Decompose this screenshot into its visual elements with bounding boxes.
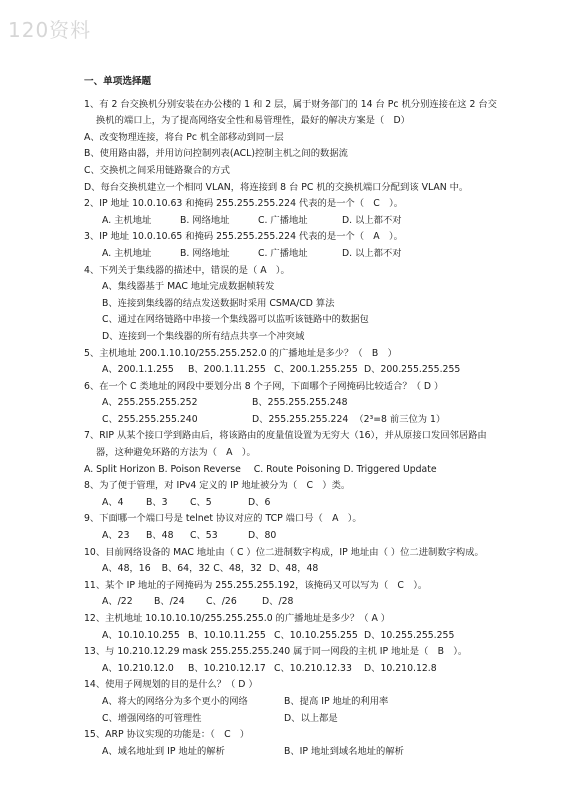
options-row [84,412,504,429]
option: C、200.1.255.255 [274,364,358,376]
option: B、200.1.11.255 [188,364,266,376]
question-13 [84,644,504,677]
option: C、交换机之间采用链路聚合的方式 [84,164,230,176]
option: D、48，48 [268,563,319,575]
option: B、连接到集线器的结点发送数据时采用 CSMA/CD 算法 [102,297,335,309]
question-8 [84,478,504,511]
option: C、10.210.12.33 [274,662,352,674]
option: C、通过在网络链路中串接一个集线器可以监听该链路中的数据包 [102,314,369,326]
option: C、5 [190,496,212,508]
option: D、连接到一个集线器的所有结点共享一个冲突域 [102,330,305,342]
option: A、23 [102,530,130,542]
question-stem: 2、IP 地址 10.0.10.63 和掩码 255.255.255.224 代表的是一个（ C ）。 [84,198,404,210]
question-11 [84,578,504,611]
question-9 [84,511,504,544]
option: A、域名地址到 IP 地址的解析 [102,745,225,757]
option: C、/26 [206,596,237,608]
question-7 [84,428,504,478]
question-stem: 15、ARP 协议实现的功能是：（ C ） [84,729,250,741]
options-row [84,362,504,379]
option-note: （2³=8 前三位为 1） [354,413,446,425]
option: D、200.255.255.255 [364,364,461,376]
options-row [84,661,504,678]
option: B. 网络地址 [180,247,230,259]
option: A. Split Horizon [84,463,156,475]
option: A、集线器基于 MAC 地址完成数据帧转发 [102,281,275,293]
question-12 [84,611,504,644]
question-14 [84,677,504,727]
option: C. 广播地址 [258,214,308,226]
question-stem: 4、下列关于集线器的描述中，错误的是（ A ）。 [84,264,290,276]
option: D. 以上都不对 [342,247,402,259]
option: B、使用路由器，并用访问控制列表(ACL)控制主机之间的数据流 [84,148,348,160]
option: C、53 [190,530,218,542]
option: D、255.255.255.224 [252,413,349,425]
watermark: 120资料 [8,18,92,42]
options-row [84,594,504,611]
option: D、每台交换机建立一个相同 VLAN，将连接到 8 台 PC 机的交换机端口分配到该 VLAN 中。 [84,181,469,193]
option: B. Poison Reverse [158,463,241,475]
option: B. 网络地址 [180,214,230,226]
option: C. 广播地址 [258,247,308,259]
option: B、10.10.11.255 [188,629,266,641]
options-row [84,628,504,645]
option: B、48 [146,530,174,542]
options-row [84,561,504,578]
option: A. 主机地址 [102,247,152,259]
question-stem: 8、为了便于管理，对 IPv4 定义的 IP 地址被分为（ C ）类。 [84,480,351,492]
option: B、提高 IP 地址的利用率 [284,695,389,707]
option: B、255.255.255.248 [252,397,348,409]
question-stem: 5、主机地址 200.1.10.10/255.255.252.0 的广播地址是多少？（ B ） [84,347,397,359]
options-row [84,462,504,479]
options-row [84,213,504,230]
option: B、3 [146,496,168,508]
option: C、48，32 [213,563,262,575]
option: C. Route Poisoning [253,463,341,475]
question-15 [84,727,504,760]
options-row [84,528,504,545]
question-3 [84,229,504,262]
option: D. Triggered Update [343,463,437,475]
question-stem: 10、目前网络设备的 MAC 地址由（ C ）位二进制数字构成，IP 地址由（ ）位二进制数字构成。 [84,546,484,558]
option: C、增强网络的可管理性 [102,712,202,724]
question-stem: 11、某个 IP 地址的子网掩码为 255.255.255.192，该掩码又可以写为（ C ）。 [84,579,428,591]
option: C、10.10.255.255 [274,629,358,641]
question-2 [84,196,504,229]
option: A、48，16 [102,563,151,575]
option: A、改变物理连接，将台 Pc 机全部移动到同一层 [84,131,284,143]
options-row [84,744,504,761]
question-stem: 9、下面哪一个端口号是 telnet 协议对应的 TCP 端口号（ A ）。 [84,513,362,525]
option: D、6 [248,496,271,508]
question-10 [84,545,504,578]
option: A、/22 [102,596,133,608]
options-row [84,246,504,263]
option: D. 以上都不对 [342,214,402,226]
option: A、255.255.255.252 [102,397,198,409]
question-stem: 6、在一个 C 类地址的网段中要划分出 8 个子网，下面哪个子网掩码比较适合？（ D ） [84,380,444,392]
option: D、10.255.255.255 [364,629,455,641]
question-1 [84,97,504,197]
option: A、4 [102,496,124,508]
option: D、80 [248,530,277,542]
question-stem: 3、IP 地址 10.0.10.65 和掩码 255.255.255.224 代表的是一个（ A ）。 [84,231,403,243]
question-6 [84,379,504,429]
options-row [84,495,504,512]
option: C、255.255.255.240 [102,413,198,425]
question-5 [84,346,504,379]
question-stem: 1、有 2 台交换机分别安装在办公楼的 1 和 2 层，属于财务部门的 14 台 Pc 机分别连接在这 2 台交换机的端口上，为了提高网络安全性和易管理性，最好的解决方案是（ D） [84,98,497,127]
option: A. 主机地址 [102,214,152,226]
option: D、/28 [262,596,294,608]
question-4 [84,263,504,346]
options-row [84,694,504,711]
section-title: 一、单项选择题 [84,76,152,87]
option: B、10.210.12.17 [188,662,266,674]
options-row [84,711,504,728]
option: B、/24 [154,596,185,608]
option: B、64，32 [161,563,211,575]
option: D、10.210.12.8 [364,662,437,674]
options-row [84,395,504,412]
option: B、IP 地址到域名地址的解析 [284,745,404,757]
option: A、200.1.1.255 [102,364,174,376]
question-stem: 13、与 10.210.12.29 mask 255.255.255.240 属于同一网段的主机 IP 地址是（ B ）。 [84,646,468,658]
option: D、以上都是 [284,712,338,724]
document-page [84,74,504,760]
option: A、将大的网络分为多个更小的网络 [102,695,248,707]
question-stem: 7、RIP 从某个接口学到路由后，将该路由的度量值设置为无穷大（16），并从原接口发回邻居路由器，这种避免环路的方法为（ A ）。 [84,430,487,459]
option: A、10.10.10.255 [102,629,180,641]
option: A、10.210.12.0 [102,662,174,674]
question-stem: 14、使用子网规划的目的是什么？（ D ） [84,679,258,691]
question-stem: 12、主机地址 10.10.10.10/255.255.255.0 的广播地址是多少？（ A ） [84,613,391,624]
